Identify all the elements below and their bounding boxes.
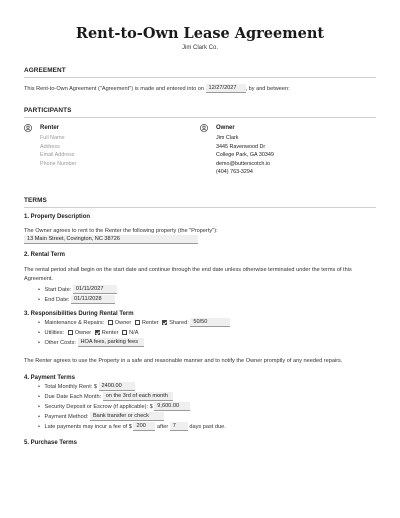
property-text: The Owner agrees to rent to the Renter the following property (the "Property"): xyxy=(24,227,218,234)
start-date-field[interactable]: 01/11/2027 xyxy=(73,285,117,294)
utilities-item xyxy=(38,328,376,338)
due-date-field[interactable]: on the 3rd of each month xyxy=(103,392,173,401)
agreement-text: This Rent-to-Own Agreement ("Agreement") is made and entered into on xyxy=(24,85,204,92)
responsibilities-note: The Renter agrees to use the Property in a safe and reasonable manner and to notify the Owner promptly of any needed repairs. xyxy=(24,358,343,365)
maintenance-renter-checkbox[interactable] xyxy=(135,320,140,325)
rental-text: The rental period shall begin on the start date and continue through the end date unless otherwise terminated under the terms of this Agreement. xyxy=(24,267,352,282)
company-name: Jim Clark Co. xyxy=(181,45,218,51)
rent-field[interactable]: 2400.00 xyxy=(99,382,135,391)
late-days-label: days past due. xyxy=(189,423,226,430)
renter-header xyxy=(24,124,200,132)
owner-phone: (404) 763-3294 xyxy=(216,169,253,176)
participants-heading: PARTICIPANTS xyxy=(24,107,72,114)
owner-header xyxy=(200,124,376,132)
maintenance-owner-checkbox[interactable] xyxy=(108,320,113,325)
renter-email-field[interactable]: Email Address xyxy=(40,152,75,159)
person-icon xyxy=(24,124,32,132)
utilities-label: Utilities: xyxy=(44,330,65,337)
maintenance-shared-checkbox[interactable] xyxy=(162,320,167,325)
renter-column xyxy=(24,124,200,177)
deposit-item xyxy=(38,402,376,412)
agreement-date-field[interactable]: 12/27/2027 xyxy=(206,84,246,93)
due-date-label: Due Date Each Month: xyxy=(44,393,102,400)
end-date-item xyxy=(38,295,376,305)
payment-method-item xyxy=(38,412,376,422)
end-date-field[interactable]: 01/11/2028 xyxy=(71,295,115,304)
due-date-item xyxy=(38,392,376,402)
start-date-label: Start Date: xyxy=(44,287,72,294)
utilities-renter-checkbox[interactable] xyxy=(95,330,100,335)
renter-phone-field[interactable]: Phone Number xyxy=(40,160,77,167)
divider xyxy=(24,117,376,118)
person-icon xyxy=(200,124,208,132)
checkbox-label: Owner xyxy=(74,330,92,337)
start-date-item xyxy=(38,285,376,295)
payment-method-label: Payment Method: xyxy=(44,413,89,420)
owner-column xyxy=(200,124,376,177)
late-days-field[interactable]: 7 xyxy=(170,422,188,431)
property-title: 1. Property Description xyxy=(24,213,91,220)
rent-item xyxy=(38,382,376,392)
responsibilities-title: 3. Responsibilities During Rental Term xyxy=(24,311,134,318)
utilities-owner-checkbox[interactable] xyxy=(68,330,73,335)
renter-fields xyxy=(40,134,200,168)
late-fee-field[interactable]: 200 xyxy=(133,422,155,431)
renter-label: Renter xyxy=(40,125,60,131)
terms-heading: TERMS xyxy=(24,196,47,204)
property-address-field[interactable]: 13 Main Street, Covington, NC 38726 xyxy=(24,235,198,244)
checkbox-label: Owner xyxy=(114,320,132,327)
other-costs-label: Other Costs: xyxy=(44,340,76,347)
agreement-line xyxy=(24,84,376,93)
owner-city: College Park, GA 30349 xyxy=(216,152,274,159)
divider xyxy=(24,207,376,208)
payment-title: 4. Payment Terms xyxy=(24,374,75,381)
owner-fields xyxy=(216,134,376,177)
checkbox-label: Shared: xyxy=(169,320,189,327)
end-date-label: End Date: xyxy=(44,297,70,304)
agreement-heading: AGREEMENT xyxy=(24,67,66,74)
checkbox-label: Renter xyxy=(101,330,119,337)
other-costs-item xyxy=(38,338,376,348)
owner-email: demo@butterscotch.io xyxy=(216,160,271,167)
divider xyxy=(24,77,376,78)
other-costs-field[interactable]: HOA fees, parking fees xyxy=(78,338,144,347)
payment-method-field[interactable]: Bank transfer or check xyxy=(90,412,164,421)
checkbox-label: Renter xyxy=(141,320,159,327)
late-fee-label: Late payments may incur a fee of $ xyxy=(44,423,132,430)
purchase-title: 5. Purchase Terms xyxy=(24,439,77,446)
deposit-label: Security Deposit or Escrow (if applicable): $ xyxy=(44,403,153,410)
deposit-field[interactable]: 9,600.00 xyxy=(154,402,190,411)
document-title: Rent-to-Own Lease Agreement xyxy=(75,25,325,42)
owner-street: 3445 Ravenwood Dr xyxy=(216,143,266,150)
rent-label: Total Monthly Rent: $ xyxy=(44,383,97,390)
maintenance-item xyxy=(38,318,376,328)
checkbox-label: N/A xyxy=(129,330,139,337)
owner-label: Owner xyxy=(216,125,235,131)
utilities-na-checkbox[interactable] xyxy=(122,330,127,335)
maintenance-label: Maintenance & Repairs: xyxy=(44,320,105,327)
rental-title: 2. Rental Term xyxy=(24,252,65,259)
shared-split-field[interactable]: 50/50 xyxy=(190,318,230,327)
renter-full-name-field[interactable]: Full Name xyxy=(40,135,65,141)
participants-grid xyxy=(24,124,376,177)
late-fee-item xyxy=(38,422,376,432)
owner-name: Jim Clark xyxy=(216,135,239,141)
agreement-text-after: , by and between: xyxy=(245,85,290,92)
late-after-label: after xyxy=(157,423,169,430)
renter-address-field[interactable]: Address xyxy=(40,143,60,150)
